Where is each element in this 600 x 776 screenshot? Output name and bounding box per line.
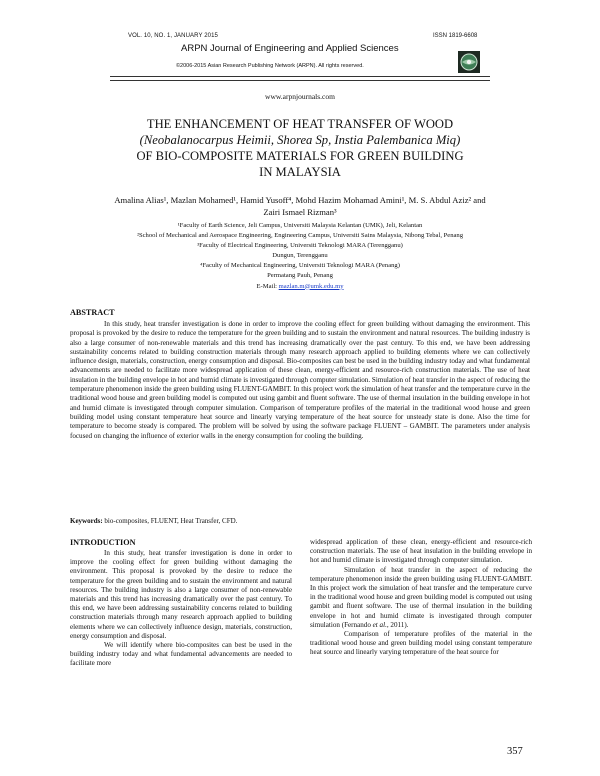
- authors-line: Amalina Alias¹, Mazlan Mohamed¹, Hamid Yusoff⁴, Mohd Hazim Mohamad Amini¹, M. S. Abdul Aziz² and: [114, 195, 486, 205]
- affiliation: Permatang Pauh, Penang: [267, 272, 333, 280]
- abstract-text: In this study, heat transfer investigation is done in order to improve the cooling effect for green building without damaging the environment. This proposal is provoked by the desire to reduce the temperature for the green building and to sustain the environment and natural resources. The building industry is also a large consumer of non-renewable materials and this trend has increasing dramatically over the past century. To this end, we have been addressing sustainability concerns related to building construction materials through many research approach applied to building elements where we can collectively influence design, materials, construction, energy consumption and disposal. Bio-composites can best be used in the building industry today and what fundamental advancements are needed to facilitate more widespread application of these clean, energy-efficient and resource-rich construction materials. The use of heat insulation in the building envelope in hot and humid climate is investigated through computer simulation. Simulation of heat transfer in the aspect of reducing the temperature phenomenon inside the green building using FLUENT-GAMBIT. In this project work the simulation of heat transfer and the temperature curve in the traditional wood house and green building model is computed out using gambit and fluent software. The use of thermal insulation in the building envelope in hot and humid climate is investigated through computer simulation. Comparison of temperature profiles of the material in the traditional wood house and green building model using constant temperature heat source and linearly varying temperature of the heat source for unsteady state is done. Also the time for temperature to become steady is compared. The problem will be solved by using the software package FLUENT – GAMBIT. The parameters under analysis focused on changing the influence of exterior walls in the energy consumption for cooling the building.: [70, 320, 530, 440]
- author-list: [70, 194, 530, 218]
- affiliation: Dungun, Terengganu: [272, 252, 328, 260]
- citation-etal: et al.: [372, 620, 387, 629]
- paragraph: [310, 566, 532, 630]
- paragraph: Comparison of temperature profiles of the material in the traditional wood house and green building model using constant temperature heat source and linearly varying temperature of the heat source for: [310, 630, 532, 657]
- title-line: THE ENHANCEMENT OF HEAT TRANSFER OF WOOD: [146, 117, 454, 131]
- citation-year: , 2011).: [386, 620, 409, 629]
- page-number: 357: [507, 746, 523, 757]
- paragraph: We will identify where bio-composites can best be used in the building industry today and what fundamental advancements are needed to facilitate more: [70, 641, 292, 668]
- affiliation: ³Faculty of Electrical Engineering, Universiti Teknologi MARA (Terengganu): [197, 242, 403, 250]
- issn: ISSN 1819-6608: [433, 33, 478, 39]
- intro-right-column: [310, 538, 532, 658]
- paragraph: In this study, heat transfer investigation is done in order to improve the cooling effect for green building without damaging the environment. This proposal is provoked by the desire to reduce the temperature for the green building and to sustain the environment and natural resources. The building industry is also a large consumer of non-renewable materials and this trend has increasing dramatically over the past century. To this end, we have been addressing sustainability concerns related to building construction materials through many research approach applied to building elements where we can collectively influence design, materials, construction, energy consumption and disposal.: [70, 549, 292, 640]
- paper-title: [90, 116, 510, 180]
- email-line: [60, 282, 540, 292]
- affiliations: [60, 221, 540, 292]
- paragraph: widespread application of these clean, energy-efficient and resource-rich construction materials. The use of heat insulation in the building envelope in hot and humid climate is investigated through computer simulation.: [310, 538, 532, 565]
- journal-website: www.arpnjournals.com: [265, 92, 335, 101]
- abstract-heading: ABSTRACT: [70, 308, 115, 317]
- title-line: IN MALAYSIA: [259, 165, 341, 179]
- header-rule-bottom: [110, 80, 490, 81]
- intro-left-column: [70, 549, 292, 669]
- email-link[interactable]: mazlan.m@umk.edu.my: [278, 282, 344, 290]
- keywords-label: Keywords:: [70, 517, 103, 525]
- affiliation: ²School of Mechanical and Aerospace Engineering, Engineering Campus, Universiti Sains Malaysia, Nibong Tebal, Penang: [136, 232, 464, 240]
- keywords-text: bio-composites, FLUENT, Heat Transfer, CFD.: [102, 517, 238, 525]
- introduction-heading: INTRODUCTION: [70, 538, 136, 547]
- volume-info: VOL. 10, NO. 1, JANUARY 2015: [128, 33, 218, 39]
- title-line: OF BIO-COMPOSITE MATERIALS FOR GREEN BUILDING: [136, 149, 464, 163]
- affiliation: ¹Faculty of Earth Science, Jeli Campus, Universiti Malaysia Kelantan (UMK), Jeli, Kelantan: [177, 222, 423, 229]
- arpn-logo-icon: [458, 51, 480, 73]
- authors-line: Zairi Ismael Rizman³: [263, 207, 337, 217]
- affiliation: ⁴Faculty of Mechanical Engineering, Universiti Teknologi MARA (Penang): [200, 262, 400, 270]
- keywords: [70, 517, 237, 525]
- journal-name: ARPN Journal of Engineering and Applied Sciences: [181, 43, 399, 54]
- paragraph-text: Simulation of heat transfer in the aspect of reducing the temperature phenomenon inside the green building using FLUENT-GAMBIT. In this project work the simulation of heat transfer and the temperature curve in the traditional wood house and green building model is computed out using gambit and fluent software. The use of thermal insulation in the building envelope in hot and humid climate is investigated through computer simulation (Fernando: [310, 565, 532, 629]
- copyright-notice: ©2006-2015 Asian Research Publishing Network (ARPN). All rights reserved.: [176, 63, 364, 69]
- email-label: E-Mail:: [256, 282, 279, 290]
- header-rule-top: [110, 76, 490, 77]
- title-species: (Neobalanocarpus Heimii, Shorea Sp, Instia Palembanica Miq): [139, 133, 461, 147]
